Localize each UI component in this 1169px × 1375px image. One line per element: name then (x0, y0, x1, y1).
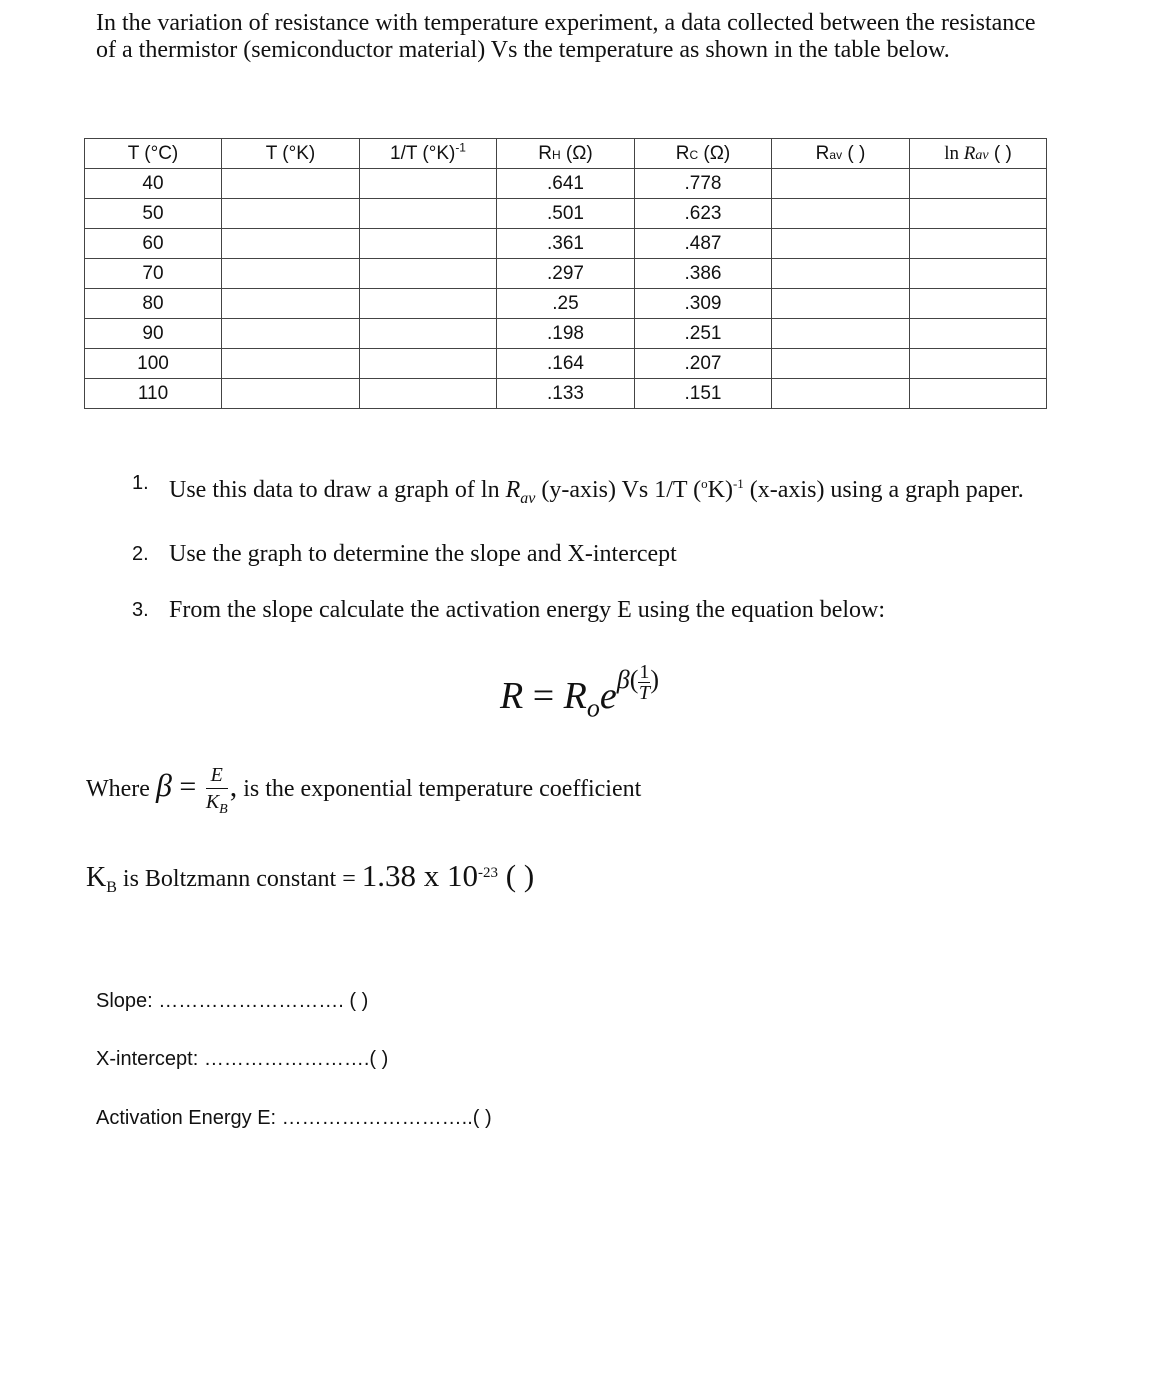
header-rc-sub: C (689, 147, 699, 162)
boltzmann-constant (86, 858, 534, 897)
eq-equals: = (523, 675, 564, 717)
header-rc-base: R (675, 142, 690, 164)
x-intercept-field: X-intercept: …………………….( ) (96, 1048, 389, 1070)
cell-t-celsius: 50 (85, 199, 222, 229)
cell-ln-rav (910, 319, 1047, 349)
cell-t-celsius: 40 (85, 169, 222, 199)
header-inverse-t-label: 1/T (°K) (390, 142, 456, 164)
where-beta: β (155, 767, 172, 804)
cell-rc: .151 (635, 379, 772, 409)
data-table (84, 138, 1047, 409)
cell-rav (772, 259, 910, 289)
eq-e: e (599, 675, 617, 717)
cell-t-celsius: 110 (85, 379, 222, 409)
header-rav-sub: av (829, 147, 843, 162)
cell-ln-rav (910, 379, 1047, 409)
kb-exponent: -23 (478, 865, 498, 881)
kb-unit: ( ) (498, 858, 535, 893)
cell-rh: .361 (497, 229, 635, 259)
cell-ln-rav (910, 169, 1047, 199)
cell-rc: .487 (635, 229, 772, 259)
cell-ln-rav (910, 229, 1047, 259)
instruction-item-3 (132, 597, 1032, 624)
cell-ln-rav (910, 259, 1047, 289)
cell-inverse-t (360, 259, 497, 289)
cell-ln-rav (910, 289, 1047, 319)
header-ln-r: R (963, 142, 976, 164)
cell-t-kelvin (222, 169, 360, 199)
cell-t-celsius: 80 (85, 289, 222, 319)
instruction-text-mid: (y-axis) Vs 1/T ( (535, 477, 702, 503)
header-rav-unit: ( ) (842, 142, 866, 164)
beta-definition (86, 764, 641, 817)
instruction-k: K) (707, 477, 733, 503)
cell-rav (772, 349, 910, 379)
eq-fraction-num: 1 (639, 660, 650, 683)
cell-t-celsius: 90 (85, 319, 222, 349)
cell-t-kelvin (222, 199, 360, 229)
table-row (85, 349, 1047, 379)
instruction-list (132, 470, 1032, 653)
cell-t-kelvin (222, 319, 360, 349)
instruction-number: 3. (132, 598, 149, 621)
kb-sub: B (106, 878, 117, 896)
cell-rav (772, 199, 910, 229)
kb-value: 1.38 x 10 (361, 858, 478, 893)
cell-rav (772, 229, 910, 259)
cell-inverse-t (360, 319, 497, 349)
eq-r-sub: o (586, 693, 600, 723)
instruction-item-1 (132, 470, 1032, 512)
cell-rh: .25 (497, 289, 635, 319)
header-t-celsius: T (°C) (85, 139, 222, 169)
eq-lhs: R (500, 675, 524, 717)
resistance-equation (500, 660, 660, 724)
cell-t-celsius: 70 (85, 259, 222, 289)
intro-paragraph: In the variation of resistance with temperature experiment, a data collected between the resistance of a thermistor (semiconductor material) Vs the temperature as shown in the table below. (96, 10, 1036, 63)
eq-r: R (563, 675, 587, 717)
header-rc-unit: (Ω) (698, 142, 731, 164)
where-comma: , (229, 770, 238, 804)
cell-t-celsius: 100 (85, 349, 222, 379)
header-t-kelvin: T (°K) (222, 139, 360, 169)
table-row (85, 319, 1047, 349)
instruction-text-post: (x-axis) using a graph paper. (743, 477, 1024, 503)
table-header-row (85, 139, 1047, 169)
where-den-sub: B (219, 802, 228, 817)
cell-rc: .207 (635, 349, 772, 379)
cell-t-kelvin (222, 259, 360, 289)
cell-rav (772, 379, 910, 409)
header-rh (497, 139, 635, 169)
kb-k: K (86, 862, 107, 893)
table-body (85, 169, 1047, 409)
kb-text: is Boltzmann constant = (116, 866, 362, 892)
header-rav (772, 139, 910, 169)
eq-close-paren: ) (650, 665, 660, 694)
cell-ln-rav (910, 199, 1047, 229)
instruction-text: From the slope calculate the activation energy E using the equation below: (169, 596, 886, 623)
header-rh-sub: H (551, 147, 561, 162)
cell-rc: .623 (635, 199, 772, 229)
where-fraction-num: E (206, 764, 228, 789)
header-ln-label: ln (944, 142, 964, 164)
header-ln-sub: av (975, 147, 989, 163)
table-row (85, 259, 1047, 289)
where-text: is the exponential temperature coefficient (237, 776, 642, 803)
cell-t-kelvin (222, 229, 360, 259)
header-rh-unit: (Ω) (560, 142, 593, 164)
cell-rc: .778 (635, 169, 772, 199)
cell-t-kelvin (222, 349, 360, 379)
cell-t-celsius: 60 (85, 229, 222, 259)
instruction-text: Use the graph to determine the slope and X-intercept (169, 540, 677, 567)
where-equals: = (171, 770, 204, 804)
header-ln-unit: ( ) (988, 142, 1012, 164)
table-row (85, 169, 1047, 199)
instruction-r-sub: av (520, 489, 536, 507)
instruction-item-2 (132, 541, 1032, 568)
header-ln-rav (910, 139, 1047, 169)
where-fraction-den (206, 789, 228, 817)
table-row (85, 379, 1047, 409)
eq-beta: β (616, 665, 630, 694)
instruction-r: R (505, 477, 521, 503)
cell-rh: .641 (497, 169, 635, 199)
activation-energy-field: Activation Energy E: ………………………..( ) (96, 1107, 492, 1129)
cell-rh: .164 (497, 349, 635, 379)
eq-open-paren: ( (629, 665, 639, 694)
table-row (85, 229, 1047, 259)
where-label: Where (86, 776, 156, 803)
slope-field: Slope: ………………………. ( ) (96, 990, 369, 1012)
where-fraction (206, 764, 228, 817)
instruction-number: 2. (132, 542, 149, 565)
header-rc (635, 139, 772, 169)
instruction-sup: -1 (732, 476, 744, 491)
cell-rav (772, 289, 910, 319)
cell-inverse-t (360, 199, 497, 229)
instruction-text: Use this data to draw a graph of ln (169, 477, 506, 503)
cell-rh: .501 (497, 199, 635, 229)
cell-inverse-t (360, 229, 497, 259)
cell-t-kelvin (222, 289, 360, 319)
cell-rav (772, 169, 910, 199)
header-inverse-t (360, 139, 497, 169)
cell-inverse-t (360, 349, 497, 379)
eq-fraction-den: T (638, 681, 650, 704)
instruction-number: 1. (132, 472, 149, 494)
table-row (85, 289, 1047, 319)
eq-fraction (638, 662, 650, 703)
instruction-degree: o (701, 476, 708, 491)
cell-rh: .133 (497, 379, 635, 409)
cell-rc: .251 (635, 319, 772, 349)
header-rav-base: R (815, 142, 830, 164)
eq-exponent (616, 660, 660, 704)
cell-inverse-t (360, 169, 497, 199)
cell-rh: .198 (497, 319, 635, 349)
cell-t-kelvin (222, 379, 360, 409)
cell-inverse-t (360, 289, 497, 319)
cell-rc: .309 (635, 289, 772, 319)
cell-ln-rav (910, 349, 1047, 379)
table-row (85, 199, 1047, 229)
cell-rav (772, 319, 910, 349)
cell-rc: .386 (635, 259, 772, 289)
header-rh-base: R (538, 142, 552, 164)
cell-inverse-t (360, 379, 497, 409)
where-den-k: K (205, 791, 220, 813)
cell-rh: .297 (497, 259, 635, 289)
header-inverse-t-sup: -1 (455, 140, 466, 155)
